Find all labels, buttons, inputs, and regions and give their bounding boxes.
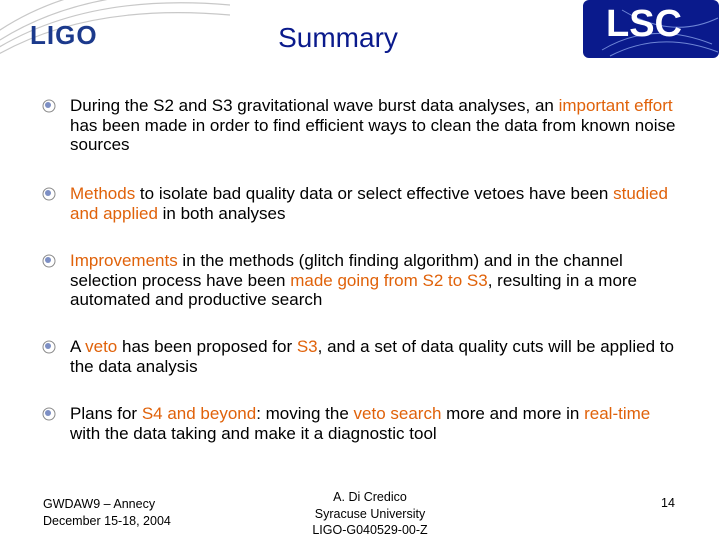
slide-title: Summary — [278, 22, 398, 53]
ligo-logo: LIGO — [30, 20, 98, 50]
bullet-text — [70, 184, 682, 223]
highlight-segment: Methods — [70, 184, 136, 203]
bullet-item — [42, 404, 682, 443]
page-number: 14 — [661, 496, 675, 510]
highlight-segment: veto search — [353, 404, 442, 423]
text-segment: During the S2 and S3 gravitational wave burst data analyses, an — [70, 96, 559, 115]
footer-conference-name: GWDAW9 – Annecy — [43, 497, 156, 511]
text-segment: to isolate bad quality data or select effective vetoes have been — [135, 184, 614, 203]
text-segment: more and more in — [441, 404, 585, 423]
text-segment: , resulting in a more automated and productive search — [70, 270, 638, 309]
bullet-text — [70, 251, 682, 310]
highlight-segment: made going from S2 to S3 — [290, 270, 488, 290]
footer-author-affiliation: Syracuse University — [314, 506, 426, 521]
footer-author-name: A. Di Credico — [333, 490, 407, 504]
bullet-item — [42, 337, 682, 376]
text-segment: Plans for — [70, 404, 142, 423]
circle-bullet-icon — [42, 254, 56, 268]
text-segment: has been proposed for — [117, 337, 297, 356]
text-segment: : moving the — [256, 404, 354, 423]
circle-bullet-icon — [42, 99, 56, 113]
bullet-text — [70, 404, 682, 443]
text-segment: A — [70, 337, 86, 356]
lsc-logo-text: LSC — [606, 3, 682, 45]
highlight-segment: Improvements — [70, 251, 178, 270]
highlight-segment: S3 — [296, 337, 318, 356]
text-segment: , and a set of data quality cuts will be applied to the data analysis — [70, 337, 674, 376]
text-segment: has been made in order to find efficient ways to clean the data from known noise sources — [70, 115, 676, 154]
circle-bullet-icon — [42, 407, 56, 421]
text-segment: in both analyses — [157, 203, 286, 223]
highlight-segment: S4 and beyond — [141, 404, 257, 423]
highlight-segment: veto — [85, 337, 118, 356]
bullet-text — [70, 96, 682, 155]
circle-bullet-icon — [42, 187, 56, 201]
bullet-item — [42, 96, 682, 155]
highlight-segment: studied and applied — [70, 184, 668, 223]
text-segment: with the data taking and make it a diagnostic tool — [70, 423, 437, 443]
bullet-item — [42, 251, 682, 310]
bullet-text — [70, 337, 682, 376]
text-segment: in the methods (glitch finding algorithm) and in the channel selection process have been — [70, 251, 623, 290]
highlight-segment: real-time — [584, 404, 651, 423]
footer-document-id: LIGO-G040529-00-Z — [312, 523, 428, 537]
bullet-item — [42, 184, 682, 223]
circle-bullet-icon — [42, 340, 56, 354]
footer-conference-date: December 15-18, 2004 — [43, 514, 171, 528]
highlight-segment: important effort — [558, 96, 673, 115]
footer-author — [270, 489, 470, 539]
footer-conference — [43, 496, 171, 530]
